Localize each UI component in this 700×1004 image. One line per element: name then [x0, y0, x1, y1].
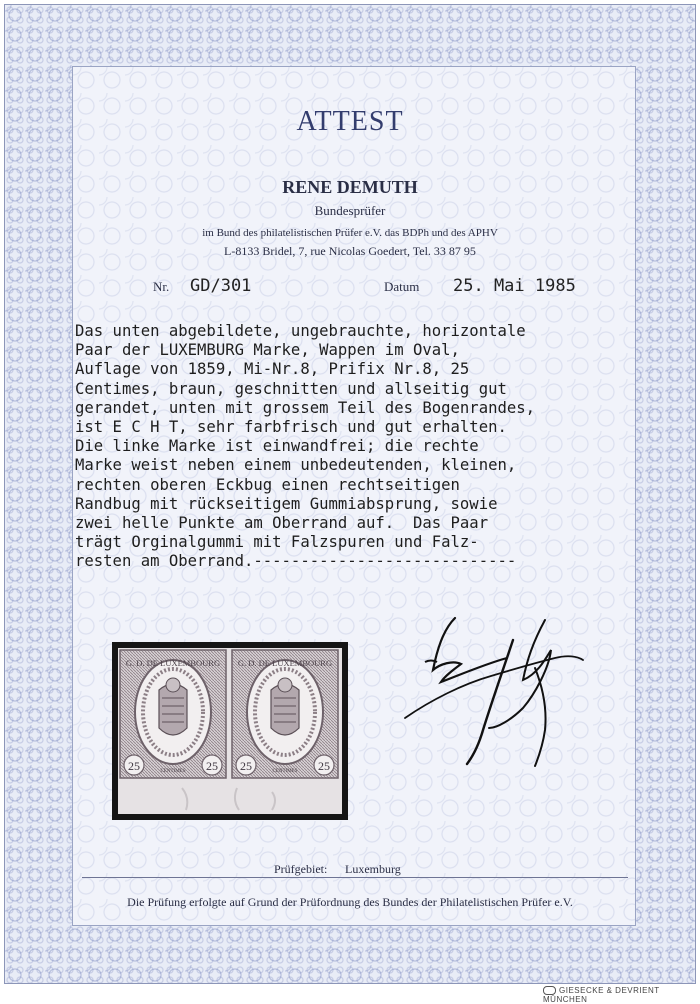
- right-stamp-inscription: G. D. DE LUXEMBOURG: [237, 658, 333, 668]
- body-line: Paar der LUXEMBURG Marke, Wappen im Oval,: [75, 341, 460, 360]
- examiner-address: L-8133 Bridel, 7, rue Nicolas Goedert, Tel. 33 87 95: [224, 244, 476, 258]
- body-line: rechten oberen Eckbug einen rechtseitigen: [75, 475, 460, 494]
- printer-imprint: [543, 986, 700, 1004]
- examiner-signature: [395, 600, 595, 775]
- footer-note: Die Prüfung erfolgte auf Grund der Prüfordnung des Bundes der Philatelistischen Prüfer e.V.: [127, 895, 573, 909]
- body-line: zwei helle Punkte am Oberrand auf. Das Paar: [75, 514, 489, 533]
- examination-area: Luxemburg: [345, 862, 401, 876]
- certificate-number-label: Nr.: [153, 279, 170, 294]
- certificate-number: GD/301: [190, 276, 252, 296]
- footer-divider: [82, 877, 628, 878]
- body-line: Centimes, braun, geschnitten und allseitig gut: [75, 379, 507, 398]
- right-stamp-denomination: CENTIMES: [272, 769, 298, 774]
- right-stamp-value-left: 25: [240, 759, 252, 773]
- stamp-pair-illustration: [112, 642, 348, 820]
- body-line: trägt Orginalgummi mit Falzspuren und Falz-: [75, 533, 479, 552]
- printer-name: GIESECKE & DEVRIENT MÜNCHEN: [543, 986, 660, 1004]
- examination-area-label: Prüfgebiet:: [274, 862, 328, 876]
- stamp-pair-photo: [112, 642, 348, 820]
- examiner-role: Bundesprüfer: [314, 203, 386, 218]
- right-stamp-value-right: 25: [318, 759, 330, 773]
- body-line: Auflage von 1859, Mi-Nr.8, Prifix Nr.8, 25: [75, 360, 470, 379]
- body-line: Die linke Marke ist einwandfrei; die rechte: [75, 437, 479, 456]
- body-line: resten am Oberrand.----------------------------: [75, 552, 517, 571]
- certificate-body: [75, 322, 675, 572]
- certificate-title: ATTEST: [296, 106, 404, 137]
- printer-logo-icon: [543, 986, 556, 995]
- body-line: ist E C H T, sehr farbfrisch und gut erhalten.: [75, 418, 507, 437]
- certificate-date: 25. Mai 1985: [453, 276, 576, 296]
- body-line: Das unten abgebildete, ungebrauchte, horizontale: [75, 322, 526, 340]
- left-stamp-inscription: G. D. DE LUXEMBOURG: [125, 658, 221, 668]
- body-line: gerandet, unten mit grossem Teil des Bogenrandes,: [75, 398, 536, 417]
- body-line: Randbug mit rückseitigem Gummiabsprung, sowie: [75, 494, 498, 513]
- left-stamp-value-left: 25: [128, 759, 140, 773]
- examiner-name: RENE DEMUTH: [282, 177, 418, 197]
- examiner-affiliation: im Bund des philatelistischen Prüfer e.V. das BDPh und des APHV: [202, 227, 498, 239]
- left-stamp-denomination: CENTIMES: [160, 769, 186, 774]
- body-line: Marke weist neben einem unbedeutenden, kleinen,: [75, 456, 517, 475]
- certificate-date-label: Datum: [384, 279, 420, 294]
- left-stamp-value-right: 25: [206, 759, 218, 773]
